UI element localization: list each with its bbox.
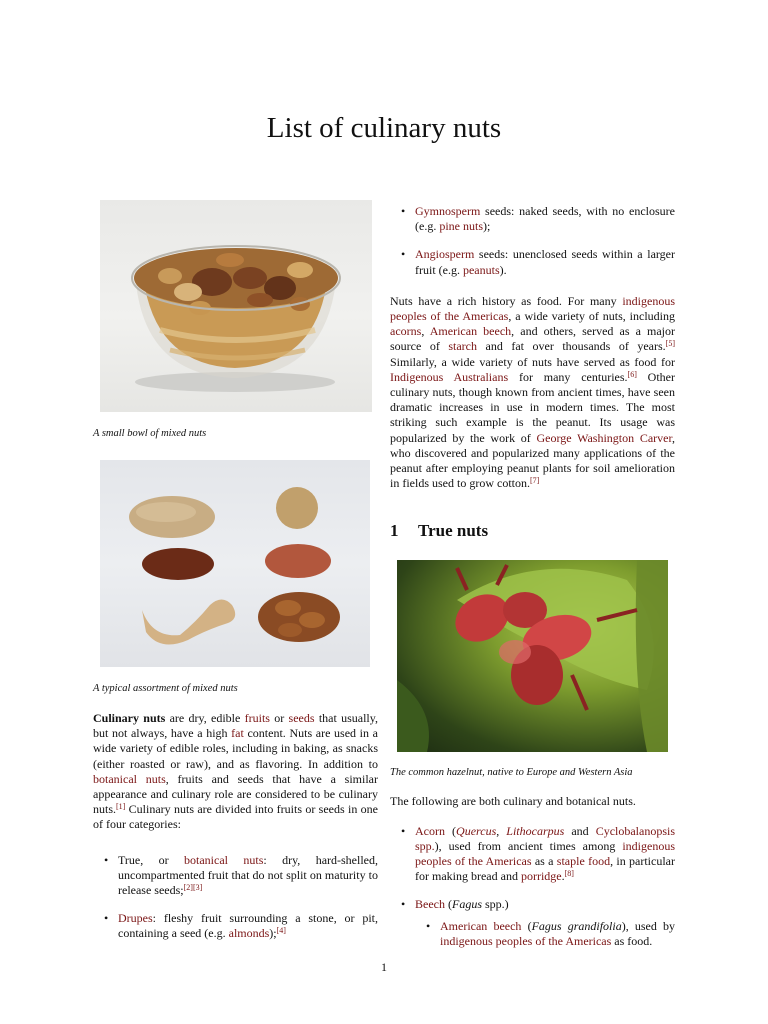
link-quercus[interactable]: Quercus: [456, 823, 497, 838]
true-nuts-list: [390, 824, 675, 949]
list-item-american-beech: • American beech (Fagus grandifolia), used by indigenous peoples of the Americas as food.: [415, 919, 675, 949]
link-pine-nuts[interactable]: pine nuts: [439, 219, 483, 234]
citation-ref-5[interactable]: [5]: [665, 339, 675, 349]
link-american-beech[interactable]: American beech: [429, 324, 512, 339]
section-title: True nuts: [418, 521, 489, 541]
right-column: [390, 200, 675, 949]
following-paragraph: The following are both culinary and botanical nuts.: [390, 794, 636, 809]
list-item-beech: • Beech (Fagus spp.) • American beech (Fagus grandifolia), used by indigenous peoples of the Americas as food.: [390, 897, 675, 949]
link-indigenous-peoples-americas[interactable]: indigenous peoples of the Americas: [415, 838, 675, 869]
nut-categories-list-continued: [390, 204, 675, 278]
link-botanical-nuts[interactable]: botanical nuts: [184, 852, 264, 867]
beech-sublist: [415, 919, 675, 949]
bowl-of-nuts-image: [100, 200, 372, 412]
citation-ref-8[interactable]: [8]: [564, 869, 574, 879]
link-almonds[interactable]: almonds: [228, 926, 270, 941]
link-cyclobalanopsis[interactable]: Cyclobalanopsis spp.: [415, 823, 676, 853]
species-name: Fagus grandifolia: [531, 918, 622, 933]
fagus-genus: Fagus: [451, 897, 482, 912]
link-lithocarpus[interactable]: Lithocarpus: [506, 823, 565, 838]
link-acorns[interactable]: acorns: [390, 324, 422, 339]
figure-caption: A small bowl of mixed nuts: [93, 428, 207, 439]
link-seeds[interactable]: seeds: [288, 711, 315, 725]
figure-hazelnut: [397, 560, 668, 752]
citation-ref-2-3[interactable]: [2][3]: [183, 883, 203, 893]
list-item-gymnosperm: • Gymnosperm seeds: naked seeds, with no enclosure (e.g. pine nuts);: [390, 204, 675, 234]
left-column: [93, 200, 378, 942]
link-angiosperm[interactable]: Angiosperm: [415, 247, 475, 262]
figure-bowl-of-nuts: [100, 200, 372, 412]
assortment-image: [100, 460, 370, 667]
link-starch[interactable]: starch: [448, 339, 477, 354]
link-fruits[interactable]: fruits: [244, 711, 270, 725]
link-gymnosperm[interactable]: Gymnosperm: [415, 204, 481, 218]
citation-ref-7[interactable]: [7]: [529, 476, 540, 486]
link-botanical-nuts[interactable]: botanical nuts: [93, 771, 166, 786]
link-indigenous-peoples-americas[interactable]: indigenous peoples of the Americas: [440, 933, 612, 948]
page-title: List of culinary nuts: [266, 112, 502, 144]
link-porridge[interactable]: porridge: [520, 869, 562, 884]
link-fat[interactable]: fat: [231, 726, 244, 741]
figure-caption: A typical assortment of mixed nuts: [93, 683, 238, 694]
link-drupes[interactable]: Drupes: [118, 911, 153, 926]
citation-ref-1[interactable]: [1]: [116, 802, 126, 812]
list-item-angiosperm: • Angiosperm seeds: unenclosed seeds within a larger fruit (e.g. peanuts).: [390, 247, 675, 277]
link-american-beech[interactable]: American beech: [440, 918, 522, 933]
figure-assortment-of-nuts: [100, 460, 370, 667]
link-indigenous-peoples-americas[interactable]: indigenous peoples of the Americas: [390, 293, 675, 324]
page-number: 1: [381, 960, 387, 974]
link-staple-food[interactable]: staple food: [556, 854, 611, 869]
list-item-drupes: • Drupes: fleshy fruit surrounding a stone, or pit, containing a seed (e.g. almonds);[4]: [93, 911, 378, 941]
history-paragraph: Nuts have a rich history as food. For many indigenous peoples of the Americas, a wide variety of nuts, including acorns, American beech, and others, served as a major source of starch and fat over thousands of years.[5] Similarly, a wide variety of nuts have served as food for Indigenous Australians for many centuries.[6] Other culinary nuts, though known from ancient times, have seen dramatic increases in use in modern times. The most striking such example is the peanut. Its usage was popularized by the work of George Washington Carver, who discovered and popularized many applications of the peanut after employing peanut plants for soil amelioration in fields used to grow cotton.[7]: [390, 293, 676, 491]
list-item-acorn: • Acorn (Quercus, Lithocarpus and Cyclobalanopsis spp.), used from ancient times among indigenous peoples of the Americas as a staple food, in particular for making bread and porridge.[8]: [390, 824, 675, 885]
link-peanuts[interactable]: peanuts: [462, 262, 500, 277]
intro-paragraph: Culinary nuts are dry, edible fruits or seeds that usually, but not always, have a high fat content. Nuts are used in a wide variety of edible roles, including in baking, as snacks (either roasted or raw), and as flavoring. In addition to botanical nuts, fruits and seeds that have a similar appearance and culinary role are considered to be culinary nuts.[1] Culinary nuts are divided into fruits or seeds in one of four categories:: [93, 711, 379, 832]
link-beech[interactable]: Beech: [415, 897, 445, 912]
list-item-true-nuts: • True, or botanical nuts: dry, hard-shelled, uncompartmented fruit that do not split on maturity to release seeds;[2][3]: [93, 853, 378, 899]
link-acorn[interactable]: Acorn: [415, 823, 445, 838]
link-george-washington-carver[interactable]: George Washington Carver: [536, 430, 672, 445]
citation-ref-4[interactable]: [4]: [276, 926, 286, 936]
figure-caption: The common hazelnut, native to Europe and Western Asia: [390, 767, 633, 779]
nut-categories-list: [93, 853, 378, 942]
citation-ref-6[interactable]: [6]: [627, 369, 637, 379]
term-culinary-nuts: Culinary nuts: [93, 711, 166, 725]
section-heading-true-nuts: [390, 521, 675, 541]
section-number: 1: [390, 521, 399, 541]
link-indigenous-australians[interactable]: Indigenous Australians: [390, 369, 509, 384]
hazelnut-image: [397, 560, 668, 752]
